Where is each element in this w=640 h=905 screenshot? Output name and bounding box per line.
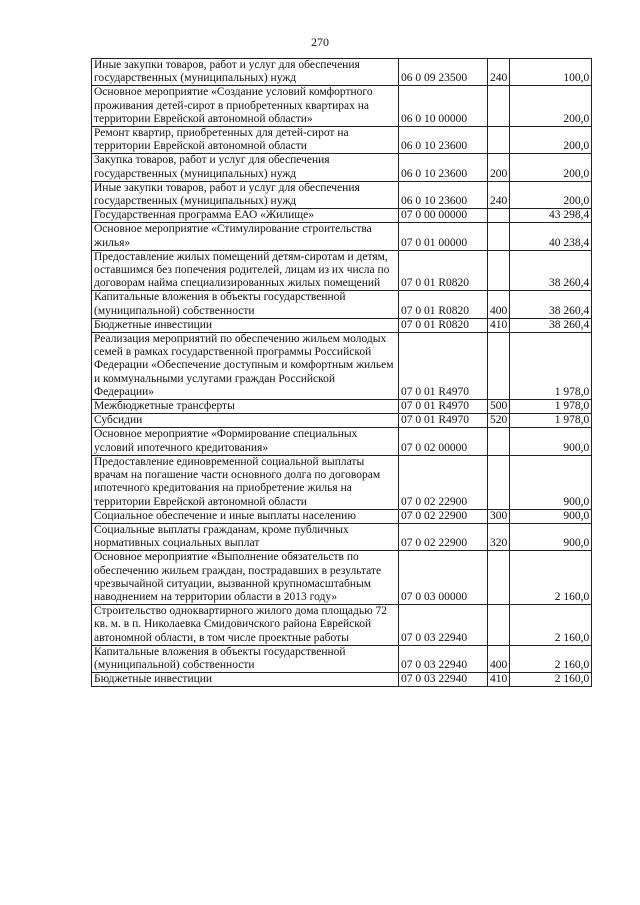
row-name: Государственная программа ЕАО «Жилище» xyxy=(92,209,399,223)
row-amount: 1 978,0 xyxy=(510,400,592,414)
table-row xyxy=(92,400,592,414)
row-name: Социальные выплаты гражданам, кроме публичных нормативных социальных выплат xyxy=(92,523,399,550)
table-row xyxy=(92,59,592,86)
table-row xyxy=(92,414,592,428)
table-row xyxy=(92,455,592,509)
row-amount: 2 160,0 xyxy=(510,673,592,687)
table-row xyxy=(92,551,592,605)
table-row xyxy=(92,250,592,291)
row-code: 06 0 10 23600 xyxy=(399,127,488,154)
row-code: 07 0 02 22900 xyxy=(399,509,488,523)
row-amount: 200,0 xyxy=(510,154,592,181)
row-amount: 100,0 xyxy=(510,59,592,86)
table-row xyxy=(92,181,592,208)
row-code: 07 0 00 00000 xyxy=(399,209,488,223)
budget-table xyxy=(91,58,592,687)
row-expense-type: 320 xyxy=(488,523,510,550)
row-code: 07 0 01 R0820 xyxy=(399,250,488,291)
row-name: Иные закупки товаров, работ и услуг для обеспечения государственных (муниципальных) нужд xyxy=(92,181,399,208)
row-name: Субсидии xyxy=(92,414,399,428)
row-name: Основное мероприятие «Создание условий комфортного проживания детей-сирот в приобретенных квартирах на территории Еврейской автономной области» xyxy=(92,86,399,127)
row-code: 07 0 03 22940 xyxy=(399,645,488,672)
row-amount: 2 160,0 xyxy=(510,551,592,605)
row-amount: 900,0 xyxy=(510,428,592,455)
row-name: Социальное обеспечение и иные выплаты населению xyxy=(92,509,399,523)
row-expense-type: 400 xyxy=(488,645,510,672)
row-name: Основное мероприятие «Формирование специальных условий ипотечного кредитования» xyxy=(92,428,399,455)
row-name: Основное мероприятие «Выполнение обязательств по обеспечению жильем граждан, пострадавших в результате чрезвычайной ситуации, вызванной крупномасштабным наводнением на территории области в 2013 году» xyxy=(92,551,399,605)
row-name: Закупка товаров, работ и услуг для обеспечения государственных (муниципальных) нужд xyxy=(92,154,399,181)
row-name: Капитальные вложения в объекты государственной (муниципальной) собственности xyxy=(92,645,399,672)
table-row xyxy=(92,223,592,250)
row-amount: 1 978,0 xyxy=(510,414,592,428)
row-code: 07 0 01 R0820 xyxy=(399,291,488,318)
row-code: 07 0 01 00000 xyxy=(399,223,488,250)
row-name: Бюджетные инвестиции xyxy=(92,673,399,687)
row-amount: 900,0 xyxy=(510,523,592,550)
row-amount: 43 298,4 xyxy=(510,209,592,223)
row-code: 07 0 02 22900 xyxy=(399,455,488,509)
row-amount: 200,0 xyxy=(510,86,592,127)
row-expense-type xyxy=(488,223,510,250)
table-row xyxy=(92,318,592,332)
table-row xyxy=(92,523,592,550)
row-code: 06 0 10 23600 xyxy=(399,154,488,181)
row-expense-type xyxy=(488,127,510,154)
row-expense-type xyxy=(488,86,510,127)
row-amount: 2 160,0 xyxy=(510,645,592,672)
row-expense-type: 300 xyxy=(488,509,510,523)
row-expense-type: 410 xyxy=(488,673,510,687)
row-expense-type xyxy=(488,250,510,291)
table-row xyxy=(92,509,592,523)
row-name: Предоставление жилых помещений детям-сиротам и детям, оставшимся без попечения родителей, лицам из их числа по договорам найма специализированных жилых помещений xyxy=(92,250,399,291)
row-expense-type: 200 xyxy=(488,154,510,181)
row-expense-type: 500 xyxy=(488,400,510,414)
row-expense-type xyxy=(488,551,510,605)
row-expense-type xyxy=(488,333,510,400)
row-code: 07 0 03 00000 xyxy=(399,551,488,605)
row-expense-type: 240 xyxy=(488,181,510,208)
row-expense-type: 400 xyxy=(488,291,510,318)
table-row xyxy=(92,605,592,646)
row-amount: 1 978,0 xyxy=(510,333,592,400)
row-amount: 900,0 xyxy=(510,455,592,509)
row-code: 06 0 09 23500 xyxy=(399,59,488,86)
row-code: 06 0 10 00000 xyxy=(399,86,488,127)
row-name: Строительство одноквартирного жилого дома площадью 72 кв. м. в п. Николаевка Смидовичского района Еврейской автономной области, в том числе проектные работы xyxy=(92,605,399,646)
row-name: Бюджетные инвестиции xyxy=(92,318,399,332)
row-amount: 38 260,4 xyxy=(510,291,592,318)
row-expense-type: 410 xyxy=(488,318,510,332)
row-name: Ремонт квартир, приобретенных для детей-сирот на территории Еврейской автономной области xyxy=(92,127,399,154)
table-row xyxy=(92,333,592,400)
row-code: 06 0 10 23600 xyxy=(399,181,488,208)
row-expense-type xyxy=(488,428,510,455)
table-row xyxy=(92,209,592,223)
row-name: Капитальные вложения в объекты государственной (муниципальной) собственности xyxy=(92,291,399,318)
table-row xyxy=(92,291,592,318)
row-code: 07 0 03 22940 xyxy=(399,673,488,687)
row-name: Основное мероприятие «Стимулирование строительства жилья» xyxy=(92,223,399,250)
row-amount: 200,0 xyxy=(510,127,592,154)
row-code: 07 0 02 22900 xyxy=(399,523,488,550)
row-amount: 200,0 xyxy=(510,181,592,208)
row-amount: 38 260,4 xyxy=(510,250,592,291)
row-name: Предоставление единовременной социальной выплаты врачам на погашение части основного долга по договорам ипотечного кредитования на приобретение жилья на территории Еврейской автономной области xyxy=(92,455,399,509)
table-row xyxy=(92,428,592,455)
table-row xyxy=(92,673,592,687)
table-row xyxy=(92,86,592,127)
row-expense-type xyxy=(488,209,510,223)
budget-table-body xyxy=(92,59,592,687)
row-code: 07 0 02 00000 xyxy=(399,428,488,455)
table-row xyxy=(92,154,592,181)
row-expense-type: 520 xyxy=(488,414,510,428)
row-amount: 900,0 xyxy=(510,509,592,523)
row-expense-type: 240 xyxy=(488,59,510,86)
row-name: Межбюджетные трансферты xyxy=(92,400,399,414)
row-expense-type xyxy=(488,605,510,646)
table-row xyxy=(92,645,592,672)
row-amount: 38 260,4 xyxy=(510,318,592,332)
row-name: Реализация мероприятий по обеспечению жильем молодых семей в рамках государственной программы Российской Федерации «Обеспечение доступным и комфортным жильем и коммунальными услугами граждан Российской Федерации» xyxy=(92,333,399,400)
row-code: 07 0 01 R4970 xyxy=(399,414,488,428)
row-code: 07 0 01 R0820 xyxy=(399,318,488,332)
row-amount: 40 238,4 xyxy=(510,223,592,250)
row-code: 07 0 03 22940 xyxy=(399,605,488,646)
row-amount: 2 160,0 xyxy=(510,605,592,646)
row-name: Иные закупки товаров, работ и услуг для обеспечения государственных (муниципальных) нужд xyxy=(92,59,399,86)
row-code: 07 0 01 R4970 xyxy=(399,333,488,400)
row-expense-type xyxy=(488,455,510,509)
table-row xyxy=(92,127,592,154)
row-code: 07 0 01 R4970 xyxy=(399,400,488,414)
page-number: 270 xyxy=(311,35,329,49)
